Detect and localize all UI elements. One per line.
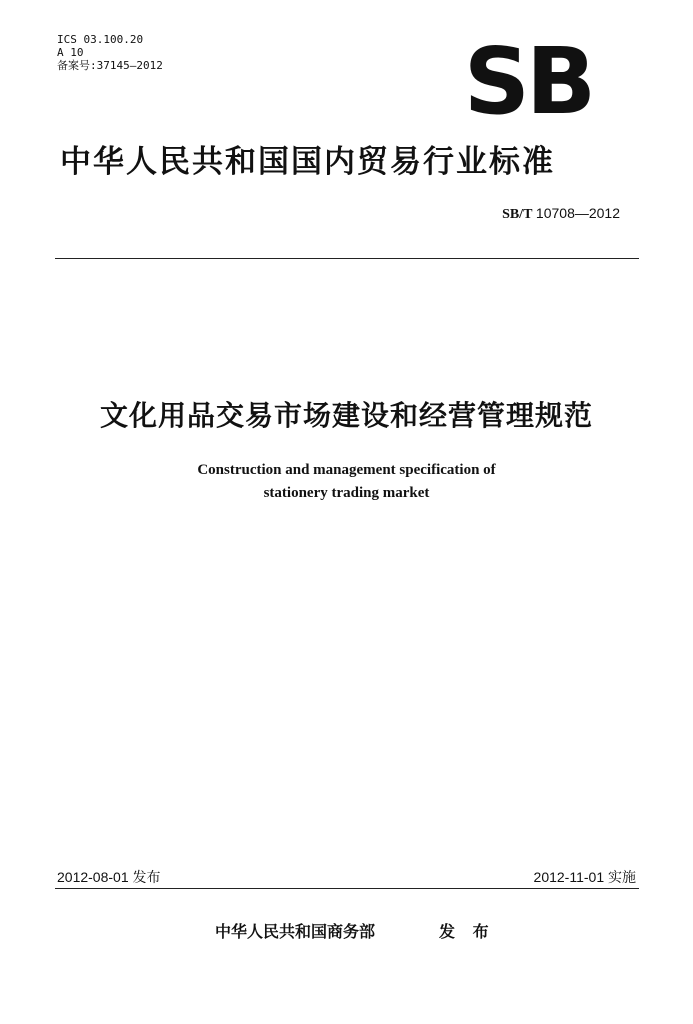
standard-category-title: 中华人民共和国国内贸易行业标准	[60, 144, 555, 180]
sb-logo-text: SB	[463, 40, 593, 118]
standard-code: SB/T	[502, 207, 533, 222]
filing-number: 备案号:37145—2012	[57, 59, 163, 72]
issue-date: 2012-08-01 发布	[57, 869, 161, 885]
effective-date: 2012-11-01 实施	[533, 869, 636, 885]
publisher-name: 中华人民共和国商务部	[215, 922, 376, 941]
footer-divider	[55, 888, 639, 889]
document-title-en-line2: stationery trading market	[263, 485, 430, 501]
publish-label: 发 布	[439, 922, 495, 941]
standard-number	[502, 205, 620, 223]
ics-code: ICS 03.100.20	[57, 33, 144, 46]
sb-logo	[456, 40, 601, 118]
document-title-en-line1: Construction and management specification of	[197, 462, 496, 478]
classification-block	[57, 33, 163, 72]
header-divider	[55, 258, 639, 259]
ccs-code: A 10	[57, 46, 84, 59]
standard-number-value: 10708—2012	[535, 205, 620, 221]
document-title-en	[0, 459, 693, 505]
document-title-cn: 文化用品交易市场建设和经营管理规范	[99, 399, 593, 432]
